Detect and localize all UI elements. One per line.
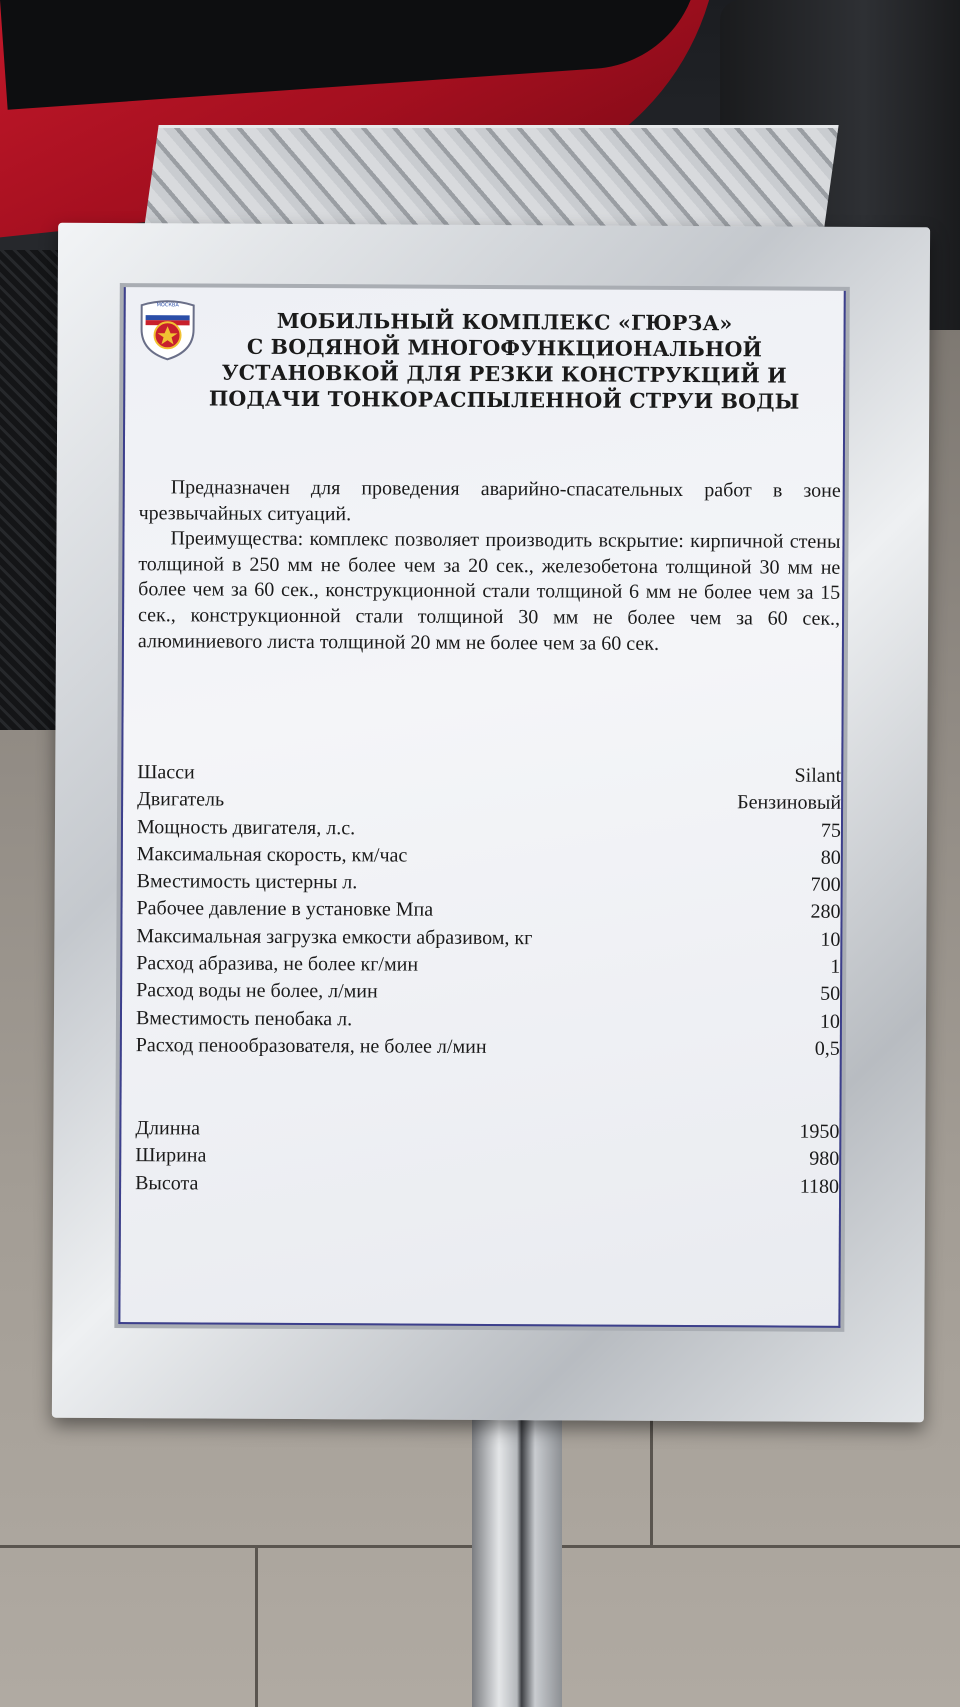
- spec-row: [136, 923, 840, 954]
- spec-label: Рабочее давление в установке Мпа: [136, 897, 434, 922]
- spec-value: 80: [820, 846, 841, 869]
- info-sheet: [118, 287, 845, 1328]
- spec-value: 1: [830, 955, 841, 978]
- spec-row: [137, 786, 841, 817]
- spec-row: [137, 841, 841, 872]
- spec-value: 0,5: [814, 1037, 840, 1060]
- spec-row: [136, 1032, 840, 1063]
- spec-row: [136, 950, 840, 981]
- spec-label: Расход воды не более, л/мин: [136, 979, 378, 1003]
- pavement-joint: [650, 1420, 653, 1547]
- emergency-service-emblem-icon: [137, 295, 197, 361]
- spec-row: [136, 896, 840, 927]
- spec-label: Мощность двигателя, л.с.: [136, 815, 356, 839]
- spec-value: 75: [820, 819, 842, 842]
- spec-label: Расход пенообразователя, не более л/мин: [135, 1034, 487, 1058]
- pavement-joint: [255, 1547, 258, 1707]
- dimension-label: Ширина: [135, 1144, 207, 1167]
- spec-label: Двигатель: [137, 788, 225, 811]
- dimension-label: Длинна: [135, 1117, 201, 1140]
- spec-row: [137, 759, 841, 790]
- title-line: С ВОДЯНОЙ МНОГОФУНКЦИОНАЛЬНОЙ: [246, 334, 763, 362]
- spec-row: [136, 978, 840, 1009]
- purpose-paragraph: Предназначен для проведения аварийно-спасательных работ в зоне чрезвычайных ситуаций.: [138, 476, 841, 525]
- spec-value: 280: [810, 901, 841, 924]
- spec-value: 50: [820, 983, 841, 1006]
- spec-value: Бензиновый: [737, 791, 842, 815]
- sign-frame: [52, 223, 930, 1423]
- title-line: МОБИЛЬНЫЙ КОМПЛЕКС «ГЮРЗА»: [276, 308, 733, 336]
- spec-label: Шасси: [137, 761, 195, 784]
- dimension-row: [135, 1170, 839, 1201]
- specifications-table: [136, 759, 842, 1063]
- sign-stand-pole: [472, 1410, 562, 1707]
- spec-label: Расход абразива, не более кг/мин: [136, 952, 419, 976]
- spec-label: Максимальная загрузка емкости абразивом, кг: [136, 924, 533, 949]
- spec-value: Silant: [794, 764, 842, 787]
- title-line: УСТАНОВКОЙ ДЛЯ РЕЗКИ КОНСТРУКЦИЙ И: [221, 360, 787, 388]
- spec-row: [137, 814, 841, 845]
- dimension-value: 1950: [799, 1120, 840, 1143]
- dimensions-table: [135, 1115, 839, 1201]
- dimension-row: [135, 1115, 839, 1146]
- spec-label: Вместимость цистерны л.: [136, 870, 358, 894]
- dimension-value: 980: [809, 1147, 840, 1171]
- spec-value: 10: [820, 928, 841, 951]
- emblem-text: МОСКВА: [156, 302, 179, 309]
- advantages-paragraph: Преимущества: комплекс позволяет производить вскрытие: кирпичной стены толщиной в 250 мм не более чем за 20 сек., железобетона толщиной 30 мм не более чем за 60 сек., конструкционной стали толщиной 6 мм не более чем за 15 сек., конструкционной стали толщиной 30 мм не более чем за 60 сек., алюминиевого листа толщиной 20 мм не более чем за 60 сек.: [137, 527, 841, 655]
- title-line: ПОДАЧИ ТОНКОРАСПЫЛЕННОЙ СТРУИ ВОДЫ: [208, 386, 800, 414]
- dimension-value: 1180: [799, 1175, 840, 1198]
- spec-row: [136, 1005, 840, 1036]
- intro-text: [138, 475, 841, 658]
- spec-label: Вместимость пенобака л.: [135, 1006, 353, 1030]
- dimension-row: [135, 1142, 839, 1173]
- sign-frame-inner: [114, 283, 849, 1332]
- spec-value: 10: [819, 1010, 841, 1033]
- spec-row: [137, 868, 841, 899]
- dimension-label: Высота: [135, 1171, 199, 1195]
- sign-title: [195, 307, 814, 414]
- spec-value: 700: [810, 873, 841, 897]
- spec-label: Максимальная скорость, км/час: [136, 843, 408, 867]
